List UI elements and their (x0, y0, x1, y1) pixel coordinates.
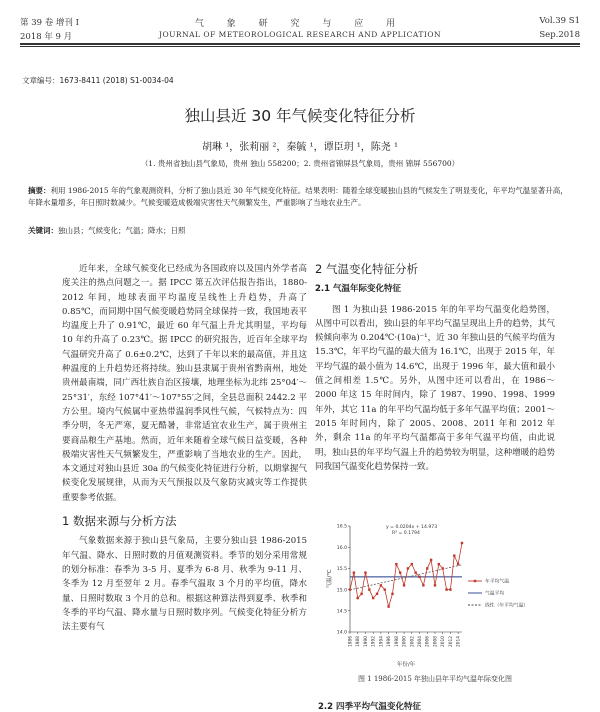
y-tick-label: 15.5 (336, 567, 347, 573)
issue-date-en: Sep.2018 (539, 30, 580, 40)
x-tick-label: 2012 (448, 636, 454, 647)
x-tick-label: 2002 (410, 636, 416, 647)
annual-temperature-point (399, 571, 401, 573)
abstract-text: 利用 1986-2015 年的气象观测资料，分析了独山县近 30 年气候变化特征。结果表明：随着全球变暖独山县的气候发生了明显变化，年平均气温显著升高，年降水量增多，年日照时数减少。气候变暖造成极端灾害性天气频繁发生，严重影响了当地农业生产。 (28, 186, 568, 207)
x-tick-label: 1988 (356, 636, 362, 647)
figure-1-caption: 图 1 1986-2015 年独山县年平均气温年际变化图 (357, 675, 513, 683)
abstract (28, 185, 572, 209)
annual-temperature-point (449, 588, 451, 590)
header-rule-thin (20, 46, 580, 47)
legend-label: 线性（年平均气温） (485, 603, 529, 609)
annual-temperature-point (438, 563, 440, 565)
header-rule-thick (20, 43, 580, 45)
section-2-1-paragraph: 图 1 为独山县 1986-2015 年的年平均气温变化趋势图，从图中可以看出，独山县的年平均气温呈现出上升的趋势，其气候倾向率为 0.204℃·(10a)⁻¹，近 30 年独山县的气候平均值为 15.3℃，年平均气温的最大值为 16.1℃，出现于 2015 年，年平均气温的最小值为 14.6℃，出现于 1996 年，最大值和最小值之间相差 1.5℃。另外，从图中还可以看出，在 1986～2000 年这 15 年时间内，除了 1987、1990、1998、1999 年外，其它 11a 的年平均气温均低于多年气温平均值；2001～2015 年时间内，除了 2005、2008、2011 年和 2012 年外，剩余 11a 的年平均气温都高于多年气温平均值，由此说明，独山县的年平均气温上升的趋势较为明显，这种增暖的趋势同我国气温变化趋势保持一致。 (315, 304, 555, 472)
journal-name-cn: 气 象 研 究 与 应 用 (194, 19, 406, 29)
x-tick-label: 2008 (433, 636, 439, 647)
x-tick-label: 2006 (425, 636, 431, 647)
x-tick-label: 1986 (348, 636, 354, 647)
section-1-heading: 1 数据来源与分析方法 (62, 514, 177, 529)
left-column (62, 262, 307, 634)
annual-temperature-point (434, 584, 436, 586)
section-1-paragraph: 气象数据来源于独山县气象局，主要分独山县 1986-2015 年气温、降水、日照时数的月值观测资料。季节的划分采用常规的划分标准：春季为 3-5 月、夏季为 6-8 月、秋季为 9-11 月、冬季为 12 月至翌年 2 月。春季气温取 3 个月的平均值，降水量、日照时数取 3 个月的总和。根据这种算法得到夏季、秋季和冬季的平均气温、降水量与日照时数序列。气候变化特征分析方法主要有气 (62, 536, 307, 633)
annual-temperature-point (384, 588, 386, 590)
x-tick-label: 2010 (441, 636, 447, 647)
trend-equation: y = 0.0204x + 14.973 (386, 525, 438, 530)
x-tick-label: 1996 (387, 636, 393, 647)
intro-paragraph: 近年来，全球气候变化已经成为各国政府以及国内外学者高度关注的热点问题之一。据 IPCC 第五次评估报告指出，1880-2012 年间，地球表面平均温度呈线性上升趋势，升高了 0.85℃，而同期中国气候变暖趋势同全球保持一致，我国地表平均温度上升了 0.91℃，最近 60 年气温上升尤其明显，平均每 10 年约升高了 0.23℃。据 IPCC 的研究报告，近百年全球平均气温研究升高了 0.6±0.2℃，达到了千年以来的最高值，并且这种温度的上升趋势还将持续。独山县隶属于贵州省黔南州，地处贵州最南端，同广西壮族自治区接壤，地理坐标为北纬 25°04′～25°31′，东经 107°41′～107°55′之间，全县总面积 2442.2 平方公里。境内气候属中亚热带温润季风性气候，气候特点为：四季分明，冬无严寒，夏无酷暑，非常适宜农业生产，属于贵州主要商品粮生产基地。然而，近年来随着全球气候日益变暖，各种极端灾害性天气频繁发生，严重影响了当地农业的生产。因此，本文通过对独山县近 30a 的气候变化特征进行分析，以期掌握气候变化发展规律，从而为天气预报以及气象防灾减灾等工作提供重要参考依据。 (62, 264, 307, 503)
volume-en: Vol.39 S1 (539, 16, 580, 26)
annual-temperature-point (457, 563, 459, 565)
annual-temperature-point (445, 588, 447, 590)
x-tick-label: 1998 (394, 636, 400, 647)
keywords-text: 独山县；气候变化；气温；降水；日照 (58, 226, 186, 235)
x-tick-label: 1992 (371, 636, 377, 647)
annual-temperature-point (380, 584, 382, 586)
journal-name-en: JOURNAL OF METEOROLOGICAL RESEARCH AND APPLICATION (158, 30, 442, 39)
annual-temperature-point (395, 563, 397, 565)
x-tick-label: 1990 (363, 636, 369, 647)
annual-temperature-point (376, 593, 378, 595)
annual-temperature-point (426, 567, 428, 569)
x-tick-label: 2004 (418, 636, 424, 647)
section-2-heading: 2 气温变化特征分析 (315, 262, 418, 276)
paper-title: 独山县近 30 年气候变化特征分析 (184, 107, 416, 125)
issue-date: 2018 年 9 月 (20, 32, 73, 42)
annual-temperature-point (453, 554, 455, 556)
keywords-label: 关键词： (28, 226, 58, 235)
right-column (315, 262, 555, 474)
x-axis-label: 年份/年 (396, 662, 416, 668)
annual-temperature-point (414, 571, 416, 573)
annual-temperature-point (411, 563, 413, 565)
annual-temperature-point (461, 542, 463, 544)
annual-temperature-point (441, 567, 443, 569)
volume-issue: 第 39 卷 增刊 I (20, 18, 79, 28)
annual-temperature-point (357, 597, 359, 599)
author-list: 胡琳 ¹，张莉丽 ²，秦毓 ¹，谭臣玥 ¹，陈尧 ¹ (202, 142, 398, 153)
annual-temperature-point (422, 584, 424, 586)
x-tick-label: 2000 (402, 636, 408, 647)
annual-temperature-point (387, 605, 389, 607)
abstract-label: 摘要： (28, 186, 51, 195)
section-2-1-heading: 2.1 气温年际变化特征 (315, 284, 402, 295)
legend-label: 气温平均 (485, 591, 505, 597)
annual-temperature-point (418, 576, 420, 578)
legend-marker (474, 580, 476, 582)
keywords (28, 225, 572, 236)
annual-temperature-point (360, 593, 362, 595)
trend-r-squared: R² = 0.1794 (392, 531, 420, 536)
y-axis-label: 气温/℃ (327, 569, 333, 589)
annual-temperature-point (349, 588, 351, 590)
article-number: 文章编号：1673-8411 (2018) S1-0034-04 (22, 76, 174, 85)
section-2-2-heading: 2.2 四季平均气温变化特征 (318, 702, 422, 712)
annual-temperature-point (364, 571, 366, 573)
x-tick-label: 1994 (379, 636, 385, 647)
annual-temperature-point (430, 559, 432, 561)
annual-temperature-point (368, 588, 370, 590)
running-header-bottom (20, 30, 580, 42)
annual-temperature-point (353, 571, 355, 573)
legend-label: 年平均气温 (485, 579, 509, 585)
y-tick-label: 16.0 (336, 545, 347, 551)
affiliations: （1. 贵州省独山县气象局，贵州 独山 558200；2. 贵州省锦屏县气象局，贵州 锦屏 556700） (140, 159, 460, 168)
annual-temperature-point (372, 597, 374, 599)
x-tick-label: 2014 (456, 636, 462, 647)
y-tick-label: 16.5 (336, 524, 347, 530)
figure-1-chart (322, 512, 552, 670)
annual-temperature-point (391, 593, 393, 595)
annual-temperature-point (407, 567, 409, 569)
running-header-top (20, 16, 580, 28)
annual-temperature-point (403, 584, 405, 586)
y-tick-label: 14.0 (336, 630, 347, 636)
y-tick-label: 15.0 (336, 588, 347, 594)
y-tick-label: 14.5 (336, 609, 347, 615)
